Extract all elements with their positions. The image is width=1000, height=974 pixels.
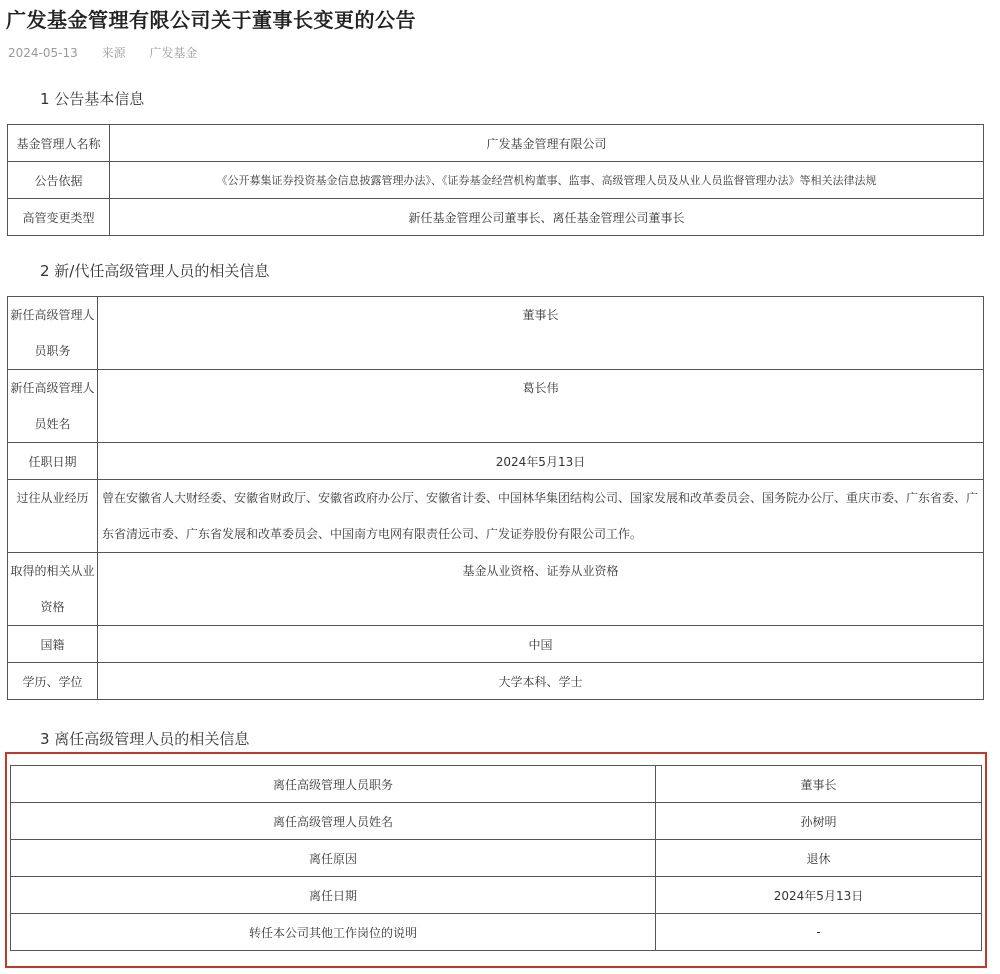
author-label: 来源: [101, 46, 126, 60]
table-cell-label: 新任高级管理人员职务: [8, 297, 98, 370]
section-title-basic-info: 1 公告基本信息: [40, 90, 145, 108]
table-cell-label: 国籍: [8, 626, 98, 663]
table-row: [11, 914, 982, 951]
table-row: [11, 766, 982, 803]
table-cell-label: 离任高级管理人员姓名: [11, 803, 656, 840]
table-cell-label: 离任高级管理人员职务: [11, 766, 656, 803]
table-cell-value: 基金从业资格、证券从业资格: [98, 553, 984, 626]
table-cell-label: 取得的相关从业资格: [8, 553, 98, 626]
table-row: [8, 297, 984, 370]
table-row: [11, 840, 982, 877]
table-cell-label: 任职日期: [8, 443, 98, 480]
table-cell-value: 退休: [656, 840, 982, 877]
table-row: [8, 199, 984, 236]
table-row: [8, 370, 984, 443]
section-title-departing-executive: 3 离任高级管理人员的相关信息: [40, 730, 250, 748]
table-cell-value: 葛长伟: [98, 370, 984, 443]
table-row: [11, 877, 982, 914]
table-cell-value: 曾在安徽省人大财经委、安徽省财政厅、安徽省政府办公厅、安徽省计委、中国林华集团结构公司、国家发展和改革委员会、国务院办公厅、重庆市委、广东省委、广东省清远市委、广东省发展和改革委员会、中国南方电网有限责任公司、广发证券股份有限公司工作。: [98, 480, 984, 553]
table-row: [8, 553, 984, 626]
page-title: 广发基金管理有限公司关于董事长变更的公告: [6, 8, 416, 32]
table-cell-label: 高管变更类型: [8, 199, 110, 236]
section-title-new-executive: 2 新/代任高级管理人员的相关信息: [40, 262, 270, 280]
table-cell-value: 新任基金管理公司董事长、离任基金管理公司董事长: [110, 199, 984, 236]
table-cell-value: 董事长: [98, 297, 984, 370]
table-cell-label: 离任原因: [11, 840, 656, 877]
table-cell-value: 孙树明: [656, 803, 982, 840]
table-cell-value: 大学本科、学士: [98, 663, 984, 700]
table-row: [8, 480, 984, 553]
table-cell-value: 董事长: [656, 766, 982, 803]
table-row: [11, 803, 982, 840]
basic-info-table: [7, 124, 984, 236]
table-cell-label: 过往从业经历: [8, 480, 98, 553]
publish-date: 2024-05-13: [8, 46, 78, 60]
table-cell-value: 中国: [98, 626, 984, 663]
source-link[interactable]: 广发基金: [149, 46, 198, 60]
table-cell-label: 学历、学位: [8, 663, 98, 700]
table-cell-label: 公告依据: [8, 162, 110, 199]
table-cell-label: 新任高级管理人员姓名: [8, 370, 98, 443]
table-cell-label: 离任日期: [11, 877, 656, 914]
table-cell-label: 转任本公司其他工作岗位的说明: [11, 914, 656, 951]
table-cell-value: 广发基金管理有限公司: [110, 125, 984, 162]
article-meta: [8, 44, 217, 61]
table-row: [8, 443, 984, 480]
table-cell-value: -: [656, 914, 982, 951]
table-row: [8, 663, 984, 700]
table-row: [8, 125, 984, 162]
table-row: [8, 626, 984, 663]
departing-executive-table: [10, 765, 982, 951]
table-cell-value: 2024年5月13日: [98, 443, 984, 480]
table-cell-value: 2024年5月13日: [656, 877, 982, 914]
table-row: [8, 162, 984, 199]
table-cell-label: 基金管理人名称: [8, 125, 110, 162]
table-cell-value: 《公开募集证券投资基金信息披露管理办法》、《证券基金经营机构董事、监事、高级管理人员及从业人员监督管理办法》等相关法律法规: [110, 162, 984, 199]
new-executive-table: [7, 296, 984, 700]
